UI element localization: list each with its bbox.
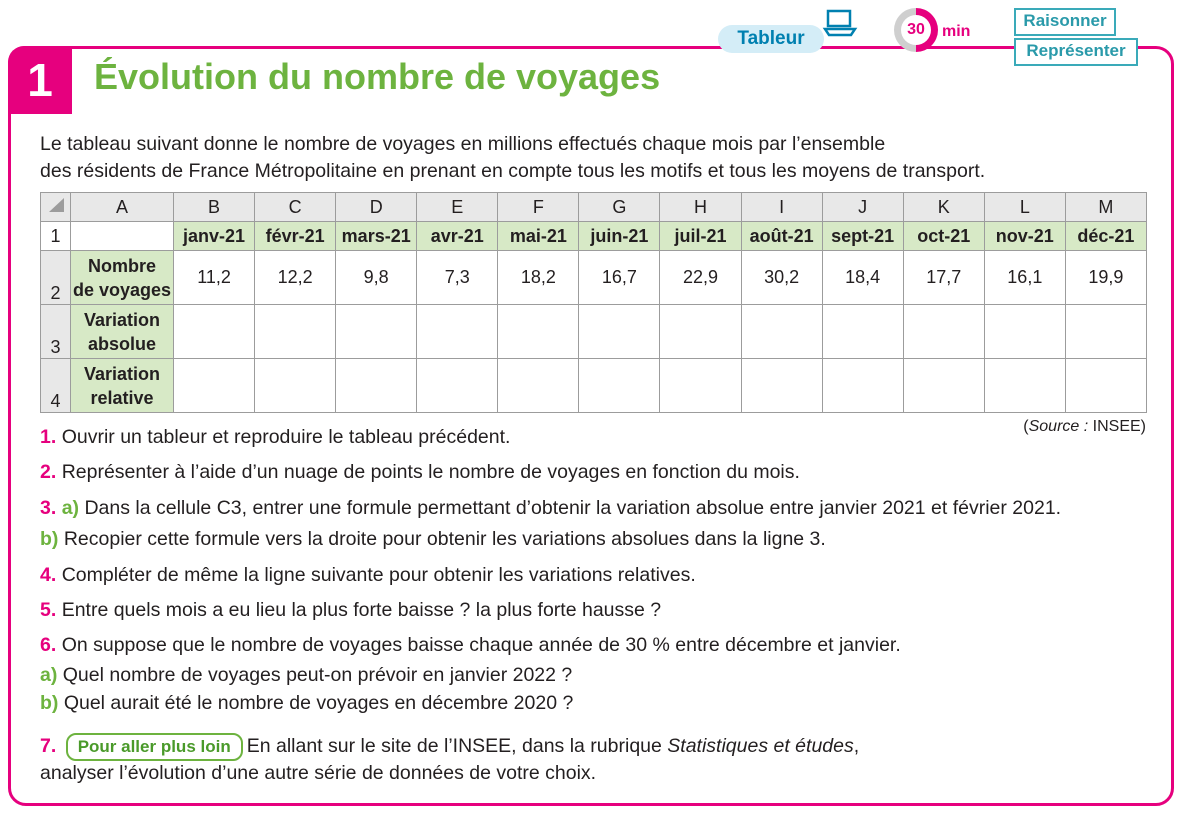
insee-rubric: Statistiques et études [667, 735, 854, 757]
question-text: Quel aurait été le nombre de voyages en décembre 2020 ? [63, 692, 574, 714]
column-header[interactable]: G [579, 193, 660, 222]
go-further-badge: Pour aller plus loin [66, 733, 243, 761]
empty-cell[interactable] [1065, 305, 1146, 359]
question-text: Dans la cellule C3, entrer une formule permettant d’obtenir la variation absolue entre janvier 2021 et février 2021. [84, 497, 1062, 519]
row-number[interactable]: 3 [41, 305, 71, 359]
empty-cell[interactable] [336, 359, 417, 413]
source-note [1023, 418, 1146, 436]
question-text: Représenter à l’aide d’un nuage de points le nombre de voyages en fonction du mois. [61, 461, 800, 483]
timer-value: 30 [901, 15, 931, 45]
question-number: 7. [40, 735, 57, 757]
source-open: ( [1023, 418, 1029, 435]
spreadsheet-table [40, 192, 1147, 413]
select-all-corner[interactable] [41, 193, 71, 222]
competency-representer: Représenter [1014, 38, 1138, 66]
question-6a [40, 664, 572, 687]
competency-raisonner: Raisonner [1014, 8, 1116, 36]
intro-line-1: Le tableau suivant donne le nombre de voyages en millions effectués chaque mois par l’ensemble [40, 133, 886, 155]
empty-cell[interactable] [579, 359, 660, 413]
sub-question-label: a) [61, 497, 80, 519]
row-label-line: relative [90, 387, 154, 408]
intro-text [40, 131, 985, 185]
column-header[interactable]: I [741, 193, 822, 222]
month-cell[interactable]: mars-21 [336, 222, 417, 251]
month-cell[interactable]: avr-21 [417, 222, 498, 251]
corner-triangle-icon [47, 197, 65, 213]
question-number: 4. [40, 564, 57, 586]
timer-icon [894, 8, 938, 52]
source-name: INSEE) [1088, 418, 1146, 435]
row-number[interactable]: 4 [41, 359, 71, 413]
question-text: Ouvrir un tableur et reproduire le tableau précédent. [61, 426, 511, 448]
tableur-tag: Tableur [718, 25, 824, 53]
table-row [41, 251, 1147, 305]
empty-cell[interactable] [660, 305, 741, 359]
question-6b [40, 692, 573, 715]
question-text: En allant sur le site de l’INSEE, dans la rubrique [246, 735, 668, 757]
column-header[interactable]: F [498, 193, 579, 222]
value-cell[interactable]: 9,8 [336, 251, 417, 305]
row-number[interactable]: 1 [41, 222, 71, 251]
row-label-line: absolue [87, 333, 157, 354]
column-header[interactable]: L [984, 193, 1065, 222]
row-label-line: Nombre [87, 255, 156, 276]
value-cell[interactable]: 12,2 [255, 251, 336, 305]
month-cell[interactable]: juil-21 [660, 222, 741, 251]
value-cell[interactable]: 19,9 [1065, 251, 1146, 305]
question-6 [40, 634, 901, 657]
row-label-line: de voyages [72, 279, 172, 300]
exercise-number: 1 [8, 46, 72, 114]
question-text: Compléter de même la ligne suivante pour obtenir les variations relatives. [61, 564, 696, 586]
empty-cell[interactable] [174, 305, 255, 359]
month-cell[interactable]: mai-21 [498, 222, 579, 251]
value-cell[interactable]: 11,2 [174, 251, 255, 305]
empty-cell[interactable] [903, 305, 984, 359]
column-header[interactable]: B [174, 193, 255, 222]
month-cell[interactable]: sept-21 [822, 222, 903, 251]
value-cell[interactable]: 16,1 [984, 251, 1065, 305]
question-3a [40, 497, 1061, 520]
sub-question-label: a) [40, 664, 58, 686]
month-cell[interactable]: janv-21 [174, 222, 255, 251]
question-number: 6. [40, 634, 57, 656]
question-number: 1. [40, 426, 57, 448]
column-header-row [41, 193, 1147, 222]
row-label-variation-relative[interactable] [71, 359, 174, 413]
cell-A1[interactable] [71, 222, 174, 251]
empty-cell[interactable] [417, 305, 498, 359]
value-cell[interactable]: 22,9 [660, 251, 741, 305]
month-cell[interactable]: juin-21 [579, 222, 660, 251]
question-1 [40, 426, 510, 449]
column-header[interactable]: K [903, 193, 984, 222]
column-header[interactable]: H [660, 193, 741, 222]
empty-cell[interactable] [417, 359, 498, 413]
empty-cell[interactable] [984, 359, 1065, 413]
empty-cell[interactable] [741, 305, 822, 359]
question-text: Recopier cette formule vers la droite pour obtenir les variations absolues dans la ligne 3. [63, 528, 826, 550]
column-header[interactable]: J [822, 193, 903, 222]
question-text: Entre quels mois a eu lieu la plus forte baisse ? la plus forte hausse ? [61, 599, 662, 621]
empty-cell[interactable] [579, 305, 660, 359]
column-header[interactable]: C [255, 193, 336, 222]
question-7 [40, 733, 859, 761]
laptop-icon [822, 8, 858, 38]
question-text: Quel nombre de voyages peut-on prévoir en janvier 2022 ? [62, 664, 573, 686]
month-cell[interactable]: nov-21 [984, 222, 1065, 251]
question-7-line2: analyser l’évolution d’une autre série de données de votre choix. [40, 762, 597, 784]
column-header[interactable]: E [417, 193, 498, 222]
question-2 [40, 461, 800, 484]
empty-cell[interactable] [903, 359, 984, 413]
sub-question-label: b) [40, 692, 59, 714]
empty-cell[interactable] [984, 305, 1065, 359]
timer-unit: min [942, 23, 971, 40]
empty-cell[interactable] [174, 359, 255, 413]
value-cell[interactable]: 16,7 [579, 251, 660, 305]
row-label-variation-absolue[interactable] [71, 305, 174, 359]
empty-cell[interactable] [498, 305, 579, 359]
value-cell[interactable]: 18,2 [498, 251, 579, 305]
column-header[interactable]: M [1065, 193, 1146, 222]
row-label-line: Variation [83, 309, 161, 330]
empty-cell[interactable] [1065, 359, 1146, 413]
month-cell[interactable]: déc-21 [1065, 222, 1146, 251]
empty-cell[interactable] [498, 359, 579, 413]
question-text-end: , [853, 735, 860, 757]
column-header[interactable]: A [71, 193, 174, 222]
question-number: 3. [40, 497, 57, 519]
empty-cell[interactable] [255, 305, 336, 359]
empty-cell[interactable] [822, 305, 903, 359]
row-number[interactable]: 2 [41, 251, 71, 305]
empty-cell[interactable] [660, 359, 741, 413]
question-5 [40, 599, 661, 622]
question-text: On suppose que le nombre de voyages baisse chaque année de 30 % entre décembre et janvier. [61, 634, 901, 656]
exercise-title: Évolution du nombre de voyages [94, 56, 661, 97]
source-label: Source : [1028, 418, 1089, 435]
empty-cell[interactable] [822, 359, 903, 413]
value-cell[interactable]: 17,7 [903, 251, 984, 305]
value-cell[interactable]: 30,2 [741, 251, 822, 305]
intro-line-2: des résidents de France Métropolitaine en prenant en compte tous les motifs et tous les moyens de transport. [40, 160, 986, 182]
question-number: 2. [40, 461, 57, 483]
table-row [41, 359, 1147, 413]
row-label-voyages[interactable] [71, 251, 174, 305]
question-4 [40, 564, 696, 587]
month-cell[interactable]: août-21 [741, 222, 822, 251]
empty-cell[interactable] [255, 359, 336, 413]
empty-cell[interactable] [741, 359, 822, 413]
table-row [41, 305, 1147, 359]
month-cell[interactable]: févr-21 [255, 222, 336, 251]
sub-question-label: b) [40, 528, 59, 550]
question-number: 5. [40, 599, 57, 621]
value-cell[interactable]: 18,4 [822, 251, 903, 305]
empty-cell[interactable] [336, 305, 417, 359]
row-label-line: Variation [83, 363, 161, 384]
question-3b [40, 528, 826, 551]
month-cell[interactable]: oct-21 [903, 222, 984, 251]
column-header[interactable]: D [336, 193, 417, 222]
value-cell[interactable]: 7,3 [417, 251, 498, 305]
table-row [41, 222, 1147, 251]
